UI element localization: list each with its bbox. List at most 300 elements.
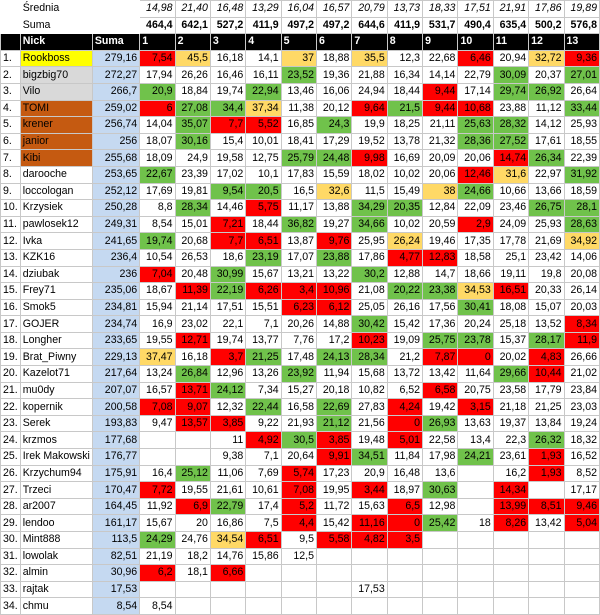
score-cell[interactable]	[175, 449, 210, 466]
score-cell[interactable]: 26,53	[175, 249, 210, 266]
score-cell[interactable]: 13,26	[246, 366, 281, 383]
score-cell[interactable]: 17,56	[423, 299, 458, 316]
score-cell[interactable]: 27,83	[352, 399, 387, 416]
nick-cell[interactable]: kopernik	[20, 399, 92, 416]
score-cell[interactable]: 34,4	[210, 100, 245, 117]
score-cell[interactable]: 27,01	[564, 67, 599, 84]
score-cell[interactable]: 9,91	[317, 449, 352, 466]
nick-cell[interactable]: Kazelot71	[20, 366, 92, 383]
score-cell[interactable]: 25,75	[423, 332, 458, 349]
score-cell[interactable]: 18,2	[175, 548, 210, 565]
score-cell[interactable]: 26,16	[387, 299, 422, 316]
round-header[interactable]: 8	[387, 34, 422, 51]
score-cell[interactable]: 5,75	[246, 200, 281, 217]
score-cell[interactable]: 17,78	[493, 233, 528, 250]
score-cell[interactable]: 26,93	[423, 415, 458, 432]
score-cell[interactable]	[317, 565, 352, 582]
score-cell[interactable]: 21,08	[352, 283, 387, 300]
score-cell[interactable]	[458, 581, 493, 598]
score-cell[interactable]: 34,53	[458, 283, 493, 300]
score-cell[interactable]: 19,42	[423, 399, 458, 416]
score-cell[interactable]	[564, 532, 599, 549]
score-cell[interactable]: 9,44	[423, 100, 458, 117]
score-cell[interactable]: 20,08	[564, 266, 599, 283]
score-cell[interactable]: 15,37	[493, 332, 528, 349]
score-cell[interactable]: 11,06	[210, 465, 245, 482]
score-cell[interactable]: 24,29	[140, 532, 175, 549]
score-cell[interactable]: 15,27	[281, 382, 316, 399]
score-cell[interactable]: 20,26	[281, 316, 316, 333]
score-cell[interactable]: 25,93	[529, 216, 564, 233]
score-cell[interactable]: 30,5	[281, 432, 316, 449]
score-cell[interactable]: 7,1	[246, 449, 281, 466]
score-cell[interactable]: 16,34	[387, 67, 422, 84]
score-cell[interactable]: 30,42	[352, 316, 387, 333]
score-cell[interactable]: 22,39	[564, 150, 599, 167]
score-cell[interactable]: 17,35	[458, 233, 493, 250]
score-cell[interactable]: 36,82	[281, 216, 316, 233]
score-cell[interactable]: 15,51	[246, 299, 281, 316]
score-cell[interactable]: 19,55	[175, 482, 210, 499]
score-cell[interactable]: 21,18	[493, 399, 528, 416]
score-cell[interactable]: 19,09	[387, 332, 422, 349]
score-cell[interactable]	[458, 548, 493, 565]
nick-cell[interactable]: krener	[20, 117, 92, 134]
score-cell[interactable]: 6,23	[281, 299, 316, 316]
score-cell[interactable]: 16,52	[564, 449, 599, 466]
round-header[interactable]: 4	[246, 34, 281, 51]
score-cell[interactable]: 35,5	[352, 50, 387, 67]
score-cell[interactable]: 23,58	[493, 382, 528, 399]
score-cell[interactable]: 22,69	[317, 399, 352, 416]
score-cell[interactable]: 21,12	[317, 415, 352, 432]
score-cell[interactable]: 21,69	[529, 233, 564, 250]
score-cell[interactable]: 13,4	[458, 432, 493, 449]
score-cell[interactable]: 10,02	[387, 166, 422, 183]
score-cell[interactable]: 10,82	[352, 382, 387, 399]
score-cell[interactable]: 20,24	[458, 316, 493, 333]
score-cell[interactable]: 5,01	[387, 432, 422, 449]
score-cell[interactable]: 25,42	[423, 515, 458, 532]
score-cell[interactable]: 10,44	[529, 366, 564, 383]
score-cell[interactable]: 37	[281, 50, 316, 67]
score-cell[interactable]: 18,44	[246, 216, 281, 233]
score-cell[interactable]: 20,06	[458, 150, 493, 167]
score-cell[interactable]	[175, 598, 210, 615]
score-cell[interactable]: 9,98	[352, 150, 387, 167]
nick-cell[interactable]: dziubak	[20, 266, 92, 283]
score-cell[interactable]: 23,03	[564, 399, 599, 416]
score-cell[interactable]: 15,86	[246, 548, 281, 565]
score-cell[interactable]: 31,92	[564, 166, 599, 183]
score-cell[interactable]: 8,34	[564, 316, 599, 333]
score-cell[interactable]	[281, 565, 316, 582]
score-cell[interactable]: 28,17	[529, 332, 564, 349]
score-cell[interactable]: 11,84	[387, 449, 422, 466]
nick-cell[interactable]: Longher	[20, 332, 92, 349]
score-cell[interactable]	[423, 598, 458, 615]
score-cell[interactable]: 15,42	[387, 316, 422, 333]
score-cell[interactable]: 4,4	[281, 515, 316, 532]
score-cell[interactable]: 26,64	[564, 83, 599, 100]
score-cell[interactable]: 5,52	[246, 117, 281, 134]
score-cell[interactable]: 19,74	[140, 233, 175, 250]
score-cell[interactable]: 13,24	[140, 366, 175, 383]
score-cell[interactable]: 18,55	[564, 133, 599, 150]
score-cell[interactable]: 23,02	[175, 316, 210, 333]
score-cell[interactable]: 6,52	[387, 382, 422, 399]
score-cell[interactable]: 12,98	[423, 498, 458, 515]
score-cell[interactable]: 9,64	[352, 100, 387, 117]
score-cell[interactable]: 25,18	[493, 316, 528, 333]
score-cell[interactable]: 24,48	[317, 150, 352, 167]
score-cell[interactable]: 3,44	[352, 482, 387, 499]
score-cell[interactable]: 8,8	[140, 200, 175, 217]
score-cell[interactable]: 17,83	[281, 166, 316, 183]
score-cell[interactable]: 11,94	[317, 366, 352, 383]
score-cell[interactable]: 7,04	[140, 266, 175, 283]
score-cell[interactable]: 1,93	[529, 449, 564, 466]
score-cell[interactable]	[210, 598, 245, 615]
score-cell[interactable]: 23,78	[458, 332, 493, 349]
score-cell[interactable]: 30,63	[423, 482, 458, 499]
score-cell[interactable]	[387, 598, 422, 615]
score-cell[interactable]: 21,19	[140, 548, 175, 565]
score-cell[interactable]	[564, 565, 599, 582]
score-cell[interactable]: 4,83	[529, 349, 564, 366]
score-cell[interactable]: 13,42	[423, 366, 458, 383]
nick-cell[interactable]: Kibi	[20, 150, 92, 167]
score-cell[interactable]: 20,94	[493, 50, 528, 67]
score-cell[interactable]: 13,21	[281, 266, 316, 283]
score-cell[interactable]: 11	[210, 432, 245, 449]
nick-cell[interactable]: lowolak	[20, 548, 92, 565]
score-cell[interactable]: 7,72	[140, 482, 175, 499]
score-cell[interactable]: 16,18	[175, 349, 210, 366]
score-cell[interactable]: 14,1	[246, 50, 281, 67]
score-cell[interactable]: 14,7	[423, 266, 458, 283]
score-cell[interactable]	[423, 581, 458, 598]
score-cell[interactable]: 13,57	[175, 415, 210, 432]
score-cell[interactable]: 10,96	[317, 283, 352, 300]
score-cell[interactable]: 18,66	[458, 266, 493, 283]
score-cell[interactable]: 16,4	[140, 465, 175, 482]
nick-cell[interactable]: janior	[20, 133, 92, 150]
score-cell[interactable]: 0	[458, 349, 493, 366]
score-cell[interactable]: 29,66	[493, 366, 528, 383]
score-cell[interactable]: 23,52	[281, 67, 316, 84]
score-cell[interactable]: 23,42	[529, 249, 564, 266]
nick-cell[interactable]: rajtak	[20, 581, 92, 598]
score-cell[interactable]: 25,05	[352, 299, 387, 316]
score-cell[interactable]: 11,38	[281, 100, 316, 117]
score-cell[interactable]: 22,67	[140, 166, 175, 183]
score-cell[interactable]: 25,1	[493, 249, 528, 266]
score-cell[interactable]: 23,84	[564, 382, 599, 399]
score-cell[interactable]: 15,68	[352, 366, 387, 383]
score-cell[interactable]: 7,69	[246, 465, 281, 482]
nick-cell[interactable]: Rookboss	[20, 50, 92, 67]
score-cell[interactable]: 19,74	[210, 83, 245, 100]
score-cell[interactable]	[246, 565, 281, 582]
score-cell[interactable]: 21,25	[246, 349, 281, 366]
score-cell[interactable]: 12,84	[423, 200, 458, 217]
score-cell[interactable]: 8,54	[140, 216, 175, 233]
score-cell[interactable]: 10,66	[493, 183, 528, 200]
score-cell[interactable]: 19,9	[352, 117, 387, 134]
score-cell[interactable]: 26,84	[175, 366, 210, 383]
score-cell[interactable]: 19,36	[317, 67, 352, 84]
score-cell[interactable]: 15,4	[210, 133, 245, 150]
score-cell[interactable]: 16,2	[493, 465, 528, 482]
score-cell[interactable]: 25,95	[352, 233, 387, 250]
score-cell[interactable]: 15,63	[352, 498, 387, 515]
score-cell[interactable]: 24,12	[210, 382, 245, 399]
score-cell[interactable]: 19,81	[175, 183, 210, 200]
score-cell[interactable]: 34,29	[352, 200, 387, 217]
score-cell[interactable]	[352, 548, 387, 565]
nick-cell[interactable]: Brat_Piwny	[20, 349, 92, 366]
score-cell[interactable]: 19,95	[317, 482, 352, 499]
score-cell[interactable]	[458, 565, 493, 582]
score-cell[interactable]: 28,63	[564, 216, 599, 233]
score-cell[interactable]: 16,86	[210, 515, 245, 532]
nick-cell[interactable]: Mint888	[20, 532, 92, 549]
score-cell[interactable]: 22,44	[246, 399, 281, 416]
score-cell[interactable]: 19,8	[529, 266, 564, 283]
score-cell[interactable]: 32,72	[529, 50, 564, 67]
score-cell[interactable]: 22,79	[210, 498, 245, 515]
score-cell[interactable]: 29,74	[493, 83, 528, 100]
score-cell[interactable]: 7,08	[281, 482, 316, 499]
round-header[interactable]: 9	[423, 34, 458, 51]
score-cell[interactable]: 24,13	[317, 349, 352, 366]
score-cell[interactable]: 17,23	[317, 465, 352, 482]
nick-cell[interactable]: Irek Makowski	[20, 449, 92, 466]
score-cell[interactable]: 14,88	[317, 316, 352, 333]
nick-cell[interactable]: Smok5	[20, 299, 92, 316]
round-header[interactable]: 6	[317, 34, 352, 51]
score-cell[interactable]: 13,63	[458, 415, 493, 432]
score-cell[interactable]: 9,76	[317, 233, 352, 250]
score-cell[interactable]: 20,18	[317, 382, 352, 399]
score-cell[interactable]: 7,08	[140, 399, 175, 416]
score-cell[interactable]: 6	[140, 100, 175, 117]
score-cell[interactable]: 22,97	[529, 166, 564, 183]
score-cell[interactable]: 16,18	[210, 50, 245, 67]
score-cell[interactable]: 17,14	[458, 83, 493, 100]
score-cell[interactable]: 3,4	[281, 283, 316, 300]
score-cell[interactable]	[140, 581, 175, 598]
score-cell[interactable]: 13,78	[387, 133, 422, 150]
score-cell[interactable]: 13,46	[281, 83, 316, 100]
score-cell[interactable]: 19,48	[352, 432, 387, 449]
score-cell[interactable]: 21,32	[423, 133, 458, 150]
score-cell[interactable]: 13,42	[529, 515, 564, 532]
score-cell[interactable]	[175, 581, 210, 598]
score-cell[interactable]: 20,9	[352, 465, 387, 482]
score-cell[interactable]: 6,26	[246, 283, 281, 300]
score-cell[interactable]: 17,98	[423, 449, 458, 466]
score-cell[interactable]	[423, 565, 458, 582]
nick-cell[interactable]: TOMI	[20, 100, 92, 117]
score-cell[interactable]: 4,82	[352, 532, 387, 549]
score-cell[interactable]: 6,46	[458, 50, 493, 67]
score-cell[interactable]: 20,59	[423, 216, 458, 233]
score-cell[interactable]: 17,02	[210, 166, 245, 183]
score-cell[interactable]: 10,01	[246, 133, 281, 150]
score-cell[interactable]: 21,14	[175, 299, 210, 316]
score-cell[interactable]: 16,51	[493, 283, 528, 300]
score-cell[interactable]: 14,14	[423, 67, 458, 84]
score-cell[interactable]: 12,83	[423, 249, 458, 266]
score-cell[interactable]: 13,84	[529, 415, 564, 432]
score-cell[interactable]: 14,46	[210, 200, 245, 217]
score-cell[interactable]	[564, 581, 599, 598]
score-cell[interactable]: 20,22	[387, 283, 422, 300]
score-cell[interactable]: 15,07	[529, 299, 564, 316]
score-cell[interactable]: 13,52	[529, 316, 564, 333]
round-header[interactable]: 11	[493, 34, 528, 51]
score-cell[interactable]: 22,68	[423, 50, 458, 67]
score-cell[interactable]: 16,69	[387, 150, 422, 167]
score-cell[interactable]: 3,85	[317, 432, 352, 449]
score-cell[interactable]: 7,76	[281, 332, 316, 349]
score-cell[interactable]: 17,51	[210, 299, 245, 316]
score-cell[interactable]: 26,24	[387, 233, 422, 250]
score-cell[interactable]: 14,34	[493, 482, 528, 499]
nick-cell[interactable]: Krzysiek	[20, 200, 92, 217]
score-cell[interactable]: 15,01	[175, 216, 210, 233]
score-cell[interactable]: 7,87	[423, 349, 458, 366]
score-cell[interactable]: 22,09	[458, 200, 493, 217]
score-cell[interactable]: 7,5	[246, 515, 281, 532]
score-cell[interactable]: 3,85	[210, 415, 245, 432]
score-cell[interactable]: 19,52	[352, 133, 387, 150]
score-cell[interactable]: 34,51	[352, 449, 387, 466]
score-cell[interactable]: 34,54	[210, 532, 245, 549]
score-cell[interactable]: 16,06	[317, 83, 352, 100]
score-cell[interactable]	[458, 532, 493, 549]
score-cell[interactable]: 15,94	[140, 299, 175, 316]
score-cell[interactable]: 18,59	[564, 183, 599, 200]
score-cell[interactable]: 6,51	[246, 233, 281, 250]
score-cell[interactable]: 34,92	[564, 233, 599, 250]
nick-cell[interactable]: loccologan	[20, 183, 92, 200]
nick-cell[interactable]: lendoo	[20, 515, 92, 532]
score-cell[interactable]	[529, 532, 564, 549]
score-cell[interactable]: 12,88	[387, 266, 422, 283]
score-cell[interactable]: 13,77	[246, 332, 281, 349]
score-cell[interactable]: 20,09	[423, 150, 458, 167]
score-cell[interactable]: 20	[175, 515, 210, 532]
score-cell[interactable]: 12,46	[458, 166, 493, 183]
score-cell[interactable]: 34,66	[352, 216, 387, 233]
score-cell[interactable]	[493, 581, 528, 598]
score-cell[interactable]: 17,4	[246, 498, 281, 515]
score-cell[interactable]: 13,6	[423, 465, 458, 482]
score-cell[interactable]	[352, 565, 387, 582]
score-cell[interactable]: 17,29	[317, 133, 352, 150]
score-cell[interactable]: 30,16	[175, 133, 210, 150]
score-cell[interactable]: 16,5	[281, 183, 316, 200]
score-cell[interactable]: 14,76	[210, 548, 245, 565]
nick-header[interactable]: Nick	[20, 34, 92, 51]
score-cell[interactable]: 20,37	[529, 67, 564, 84]
score-cell[interactable]	[458, 498, 493, 515]
score-cell[interactable]: 24,66	[458, 183, 493, 200]
score-cell[interactable]: 18,09	[140, 150, 175, 167]
score-cell[interactable]: 24,21	[458, 449, 493, 466]
score-cell[interactable]: 18,6	[210, 249, 245, 266]
score-cell[interactable]: 18,67	[140, 283, 175, 300]
round-header[interactable]: 10	[458, 34, 493, 51]
score-cell[interactable]	[352, 598, 387, 615]
score-cell[interactable]: 26,66	[564, 349, 599, 366]
score-cell[interactable]	[210, 581, 245, 598]
score-cell[interactable]: 8,51	[529, 498, 564, 515]
score-cell[interactable]: 10,54	[140, 249, 175, 266]
score-cell[interactable]: 24,9	[175, 150, 210, 167]
score-cell[interactable]	[140, 449, 175, 466]
score-cell[interactable]: 12,71	[175, 332, 210, 349]
score-cell[interactable]	[317, 581, 352, 598]
score-cell[interactable]: 16,57	[140, 382, 175, 399]
score-cell[interactable]: 11,5	[352, 183, 387, 200]
score-cell[interactable]: 27,08	[175, 100, 210, 117]
score-cell[interactable]: 8,54	[140, 598, 175, 615]
score-cell[interactable]: 24,3	[317, 117, 352, 134]
score-cell[interactable]: 28,36	[458, 133, 493, 150]
score-cell[interactable]: 9,47	[140, 415, 175, 432]
score-cell[interactable]: 16,9	[140, 316, 175, 333]
score-cell[interactable]: 26,32	[529, 432, 564, 449]
suma-header[interactable]: Suma	[92, 34, 139, 51]
score-cell[interactable]: 21,11	[423, 117, 458, 134]
score-cell[interactable]: 6,58	[423, 382, 458, 399]
score-cell[interactable]: 12,75	[246, 150, 281, 167]
score-cell[interactable]: 24,09	[493, 216, 528, 233]
score-cell[interactable]: 17,2	[317, 332, 352, 349]
nick-cell[interactable]: darooche	[20, 166, 92, 183]
score-cell[interactable]: 17,48	[281, 349, 316, 366]
score-cell[interactable]: 17,36	[423, 316, 458, 333]
score-cell[interactable]: 4,77	[387, 249, 422, 266]
score-cell[interactable]: 3,15	[458, 399, 493, 416]
score-cell[interactable]: 7,54	[140, 50, 175, 67]
score-cell[interactable]	[175, 432, 210, 449]
score-cell[interactable]: 21,02	[564, 366, 599, 383]
nick-cell[interactable]: Krzychum94	[20, 465, 92, 482]
score-cell[interactable]: 9,38	[210, 449, 245, 466]
score-cell[interactable]: 12,96	[210, 366, 245, 383]
score-cell[interactable]: 6,9	[175, 498, 210, 515]
score-cell[interactable]: 21,61	[210, 482, 245, 499]
score-cell[interactable]: 15,59	[317, 166, 352, 183]
score-cell[interactable]: 26,75	[529, 200, 564, 217]
round-header[interactable]: 1	[140, 34, 175, 51]
score-cell[interactable]: 31,6	[493, 166, 528, 183]
score-cell[interactable]: 18,1	[175, 565, 210, 582]
score-cell[interactable]: 19,46	[423, 233, 458, 250]
score-cell[interactable]	[493, 548, 528, 565]
score-cell[interactable]: 20,75	[458, 382, 493, 399]
score-cell[interactable]: 20,12	[317, 100, 352, 117]
score-cell[interactable]: 20,33	[529, 283, 564, 300]
score-cell[interactable]: 33,44	[564, 100, 599, 117]
score-cell[interactable]: 12,5	[281, 548, 316, 565]
score-cell[interactable]: 19,11	[493, 266, 528, 283]
